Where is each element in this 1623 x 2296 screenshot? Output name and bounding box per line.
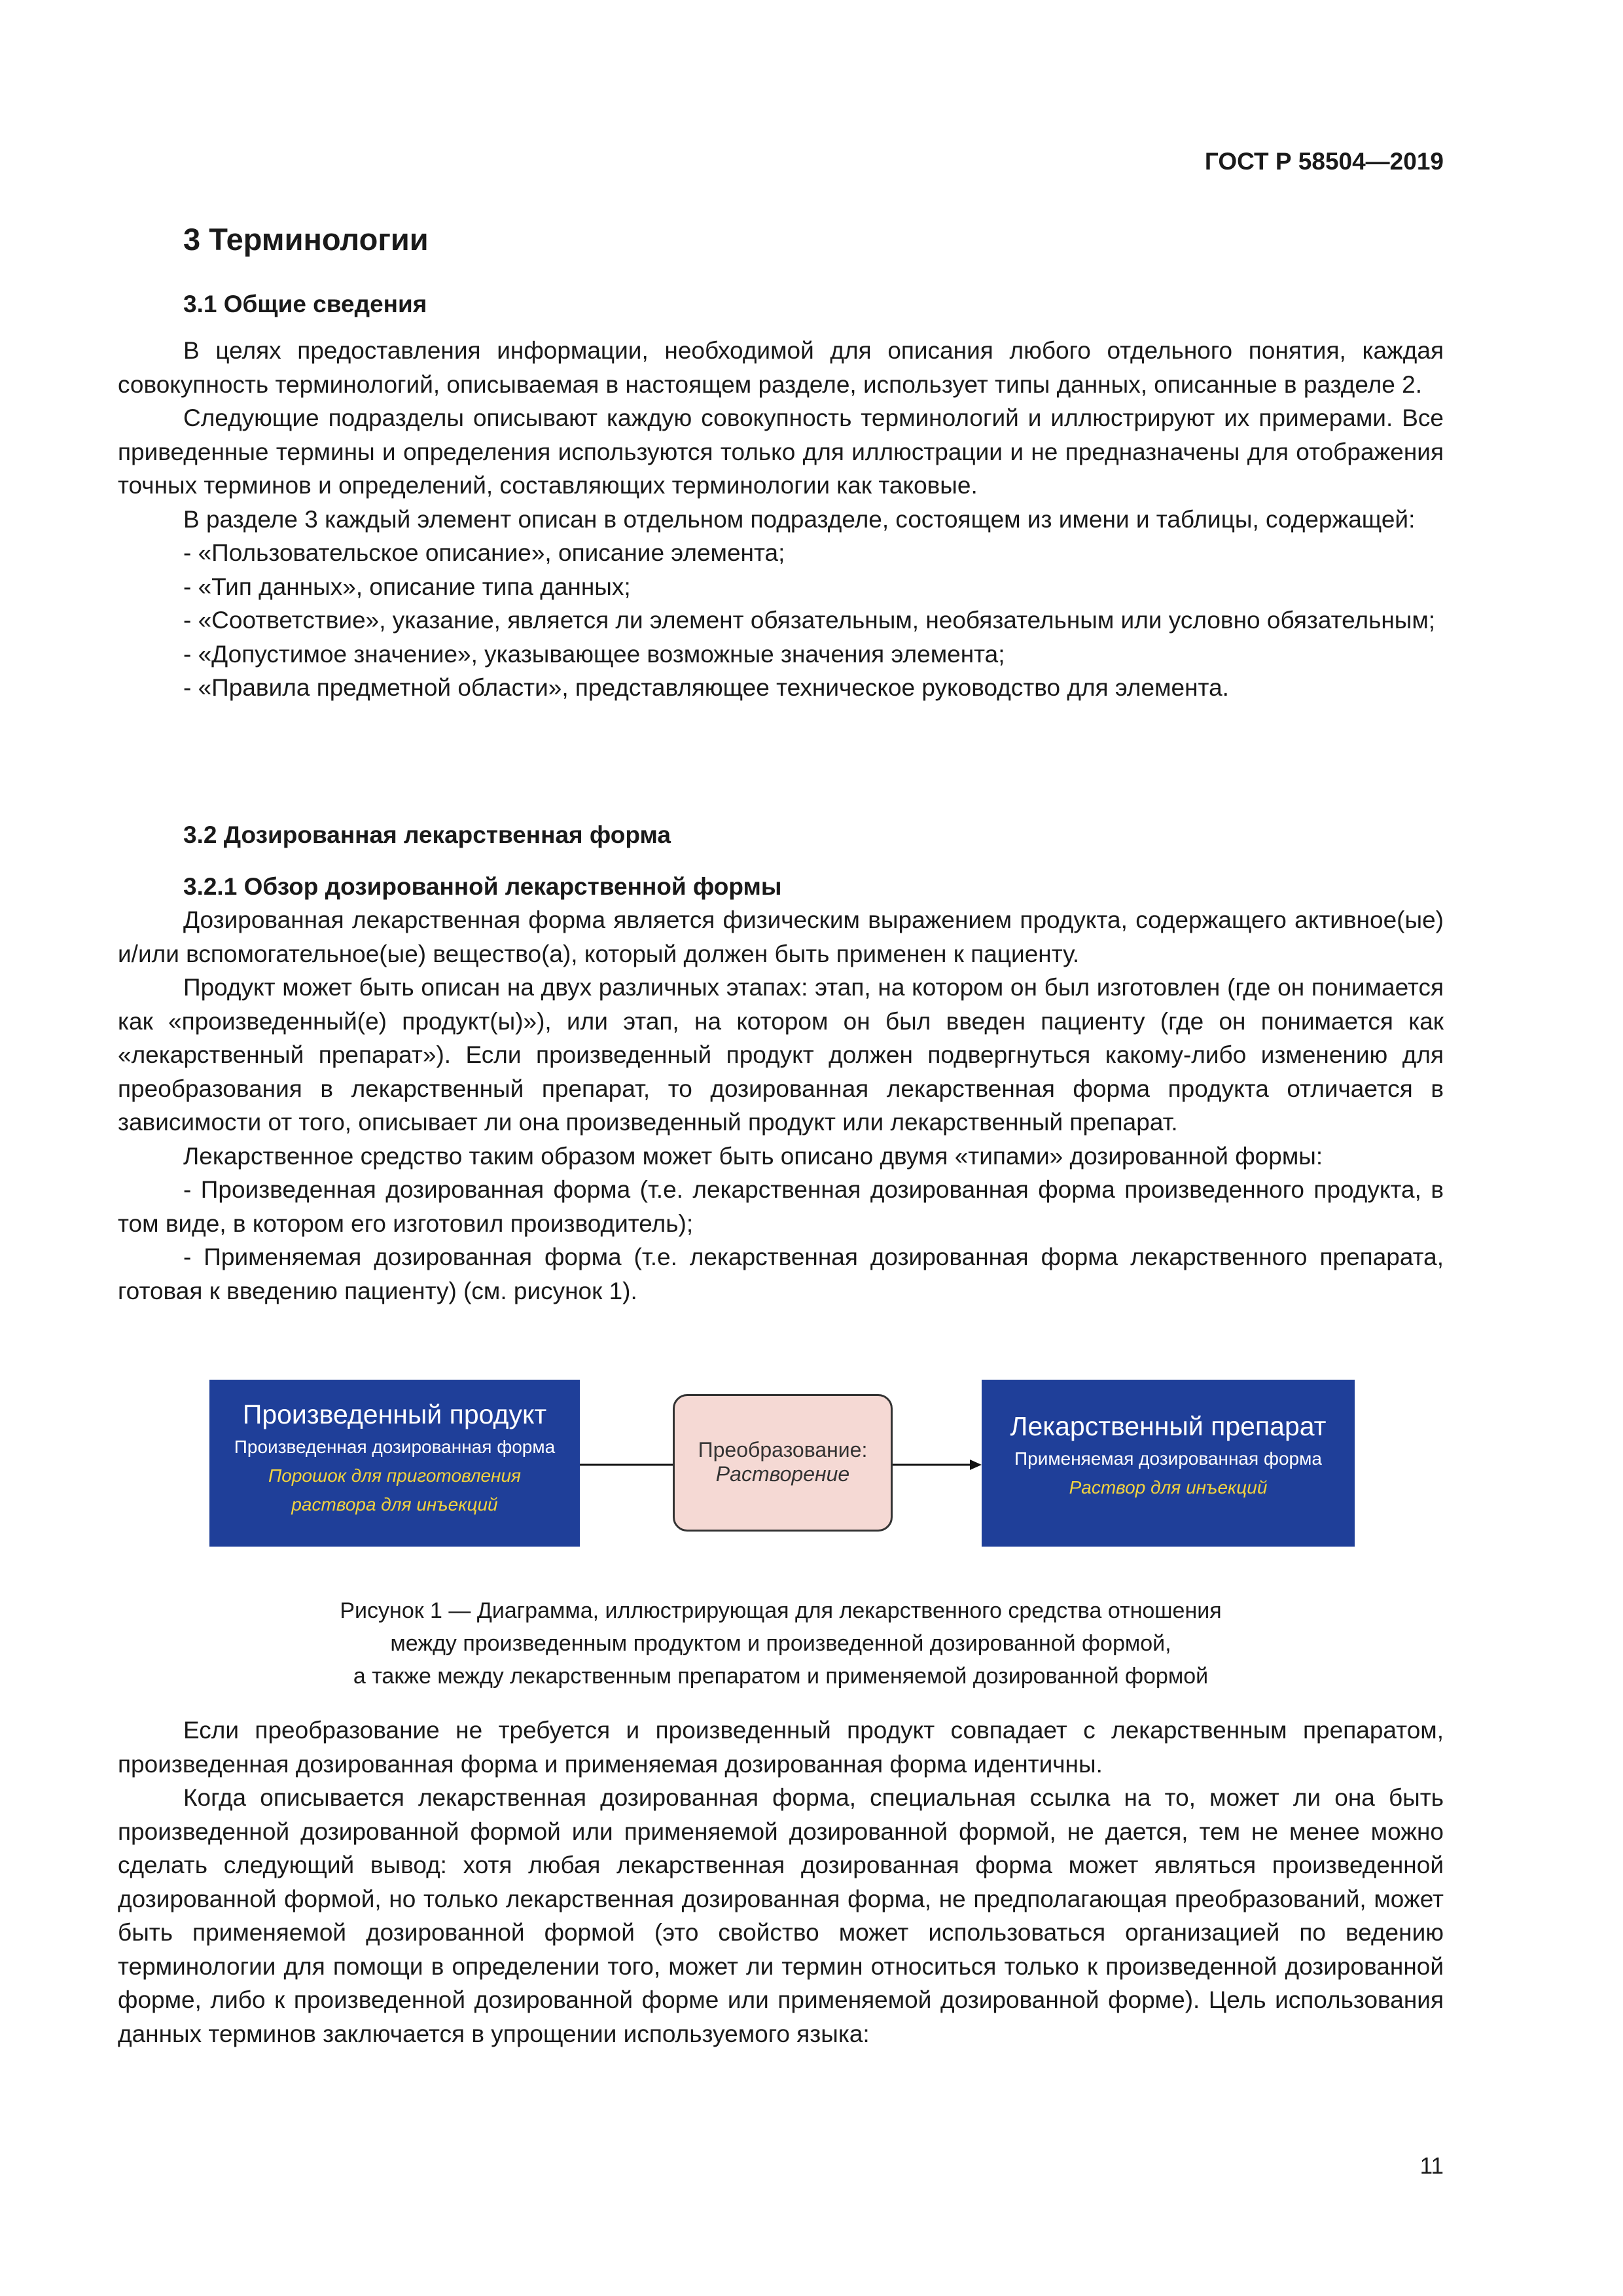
paragraph: В разделе 3 каждый элемент описан в отдельном подразделе, состоящем из имени и таблицы, содержащей: xyxy=(183,505,1416,533)
arrow-icon xyxy=(893,1458,982,1471)
list-item: - Произведенная дозированная форма (т.е. лекарственная дозированная форма произведенного продукта, в том виде, в котором его изготовил производитель); xyxy=(118,1176,1444,1237)
box-example: Порошок для приготовления xyxy=(268,1465,521,1486)
document-code: ГОСТ Р 58504—2019 xyxy=(1204,148,1444,175)
subsection-title-3-2: 3.2 Дозированная лекарственная форма xyxy=(183,821,671,848)
section-3-2-1-body xyxy=(118,903,1444,1308)
caption-line: Рисунок 1 — Диаграмма, иллюстрирующая для лекарственного средства отношения xyxy=(340,1598,1222,1623)
paragraph: Следующие подразделы описывают каждую совокупность терминологий и иллюстрируют их примерами. Все приведенные термины и определения используются только для иллюстрации и не предназначены для отображения точных терминов и определений, составляющих терминологии как таковые. xyxy=(118,404,1444,499)
caption-line: между произведенным продуктом и произведенной дозированной формой, xyxy=(390,1631,1171,1656)
paragraph: В целях предоставления информации, необходимой для описания любого отдельного понятия, каждая совокупность терминологий, описываемая в настоящем разделе, использует типы данных, описанные в разделе 2. xyxy=(118,337,1444,398)
list-item: - «Правила предметной области», представляющее техническое руководство для элемента. xyxy=(183,674,1229,701)
box-title: Произведенный продукт xyxy=(242,1399,547,1429)
paragraph: Лекарственное средство таким образом может быть описано двумя «типами» дозированной формы: xyxy=(183,1142,1323,1170)
page-number: 11 xyxy=(1419,2153,1444,2179)
box-subtitle: Растворение xyxy=(715,1462,850,1486)
paragraph: Продукт может быть описан на двух различных этапах: этап, на котором он был изготовлен (где он понимается как «произведенный(е) продукт(ы)»), или этап, на котором он был введен пациенту (где он понимается как «лекарственный препарат»). Если произведенный продукт должен подвергнуться какому-либо изменению для преобразования в лекарственный препарат, то дозированная лекарственная форма продукта отличается в зависимости от того, описывает ли она произведенный продукт или лекарственный препарат. xyxy=(118,974,1444,1136)
subsection-title-3-2-1: 3.2.1 Обзор дозированной лекарственной формы xyxy=(183,873,782,900)
subsection-title-3-1: 3.1 Общие сведения xyxy=(183,291,427,317)
paragraph: Когда описывается лекарственная дозированная форма, специальная ссылка на то, может ли она быть произведенной дозированной формой или применяемой дозированной формой, не дается, тем не менее можно сделать следующий вывод: хотя любая лекарственная дозированная форма может являться произведенной дозированной формой, но только лекарственная дозированная форма, не предполагающая преобразований, может быть применяемой дозированной формой (это свойство может использоваться организацией по ведению терминологии для помощи в определении того, может ли термин относиться только к произведенной дозированной форме, либо к произведенной дозированной форме или применяемой дозированной форме). Цель использования данных терминов заключается в упрощении используемого языка: xyxy=(118,1784,1444,2047)
paragraph: Дозированная лекарственная форма является физическим выражением продукта, содержащего активное(ые) и/или вспомогательное(ые) вещество(а), который должен быть применен к пациенту. xyxy=(118,906,1444,967)
figure-diagram xyxy=(209,1380,1355,1550)
list-item: - «Тип данных», описание типа данных; xyxy=(183,573,631,600)
section-title: 3 Терминологии xyxy=(183,222,429,257)
manufactured-product-box xyxy=(209,1380,580,1547)
box-subtitle: Применяемая дозированная форма xyxy=(1014,1448,1322,1469)
box-subtitle: Произведенная дозированная форма xyxy=(234,1437,556,1457)
section-3-1-body xyxy=(118,334,1444,705)
medicinal-product-box xyxy=(982,1380,1355,1547)
list-item: - «Соответствие», указание, является ли элемент обязательным, необязательным или условно обязательным; xyxy=(183,607,1436,634)
after-figure-body xyxy=(118,1713,1444,2051)
box-title: Преобразование: xyxy=(698,1438,868,1462)
list-item: - «Пользовательское описание», описание элемента; xyxy=(183,539,785,566)
caption-line: а также между лекарственным препаратом и применяемой дозированной формой xyxy=(353,1664,1209,1689)
box-example: раствора для инъекций xyxy=(291,1494,498,1515)
figure-caption xyxy=(118,1594,1444,1693)
paragraph: Если преобразование не требуется и произведенный продукт совпадает с лекарственным препаратом, произведенная дозированная форма и применяемая дозированная форма идентичны. xyxy=(118,1717,1444,1778)
box-example: Раствор для инъекций xyxy=(1069,1477,1268,1498)
box-title: Лекарственный препарат xyxy=(1010,1411,1327,1441)
list-item: - «Допустимое значение», указывающее возможные значения элемента; xyxy=(183,640,1005,668)
transformation-box xyxy=(673,1394,893,1532)
list-item: - Применяемая дозированная форма (т.е. лекарственная дозированная форма лекарственного препарата, готовая к введению пациенту) (см. рисунок 1). xyxy=(118,1244,1444,1304)
